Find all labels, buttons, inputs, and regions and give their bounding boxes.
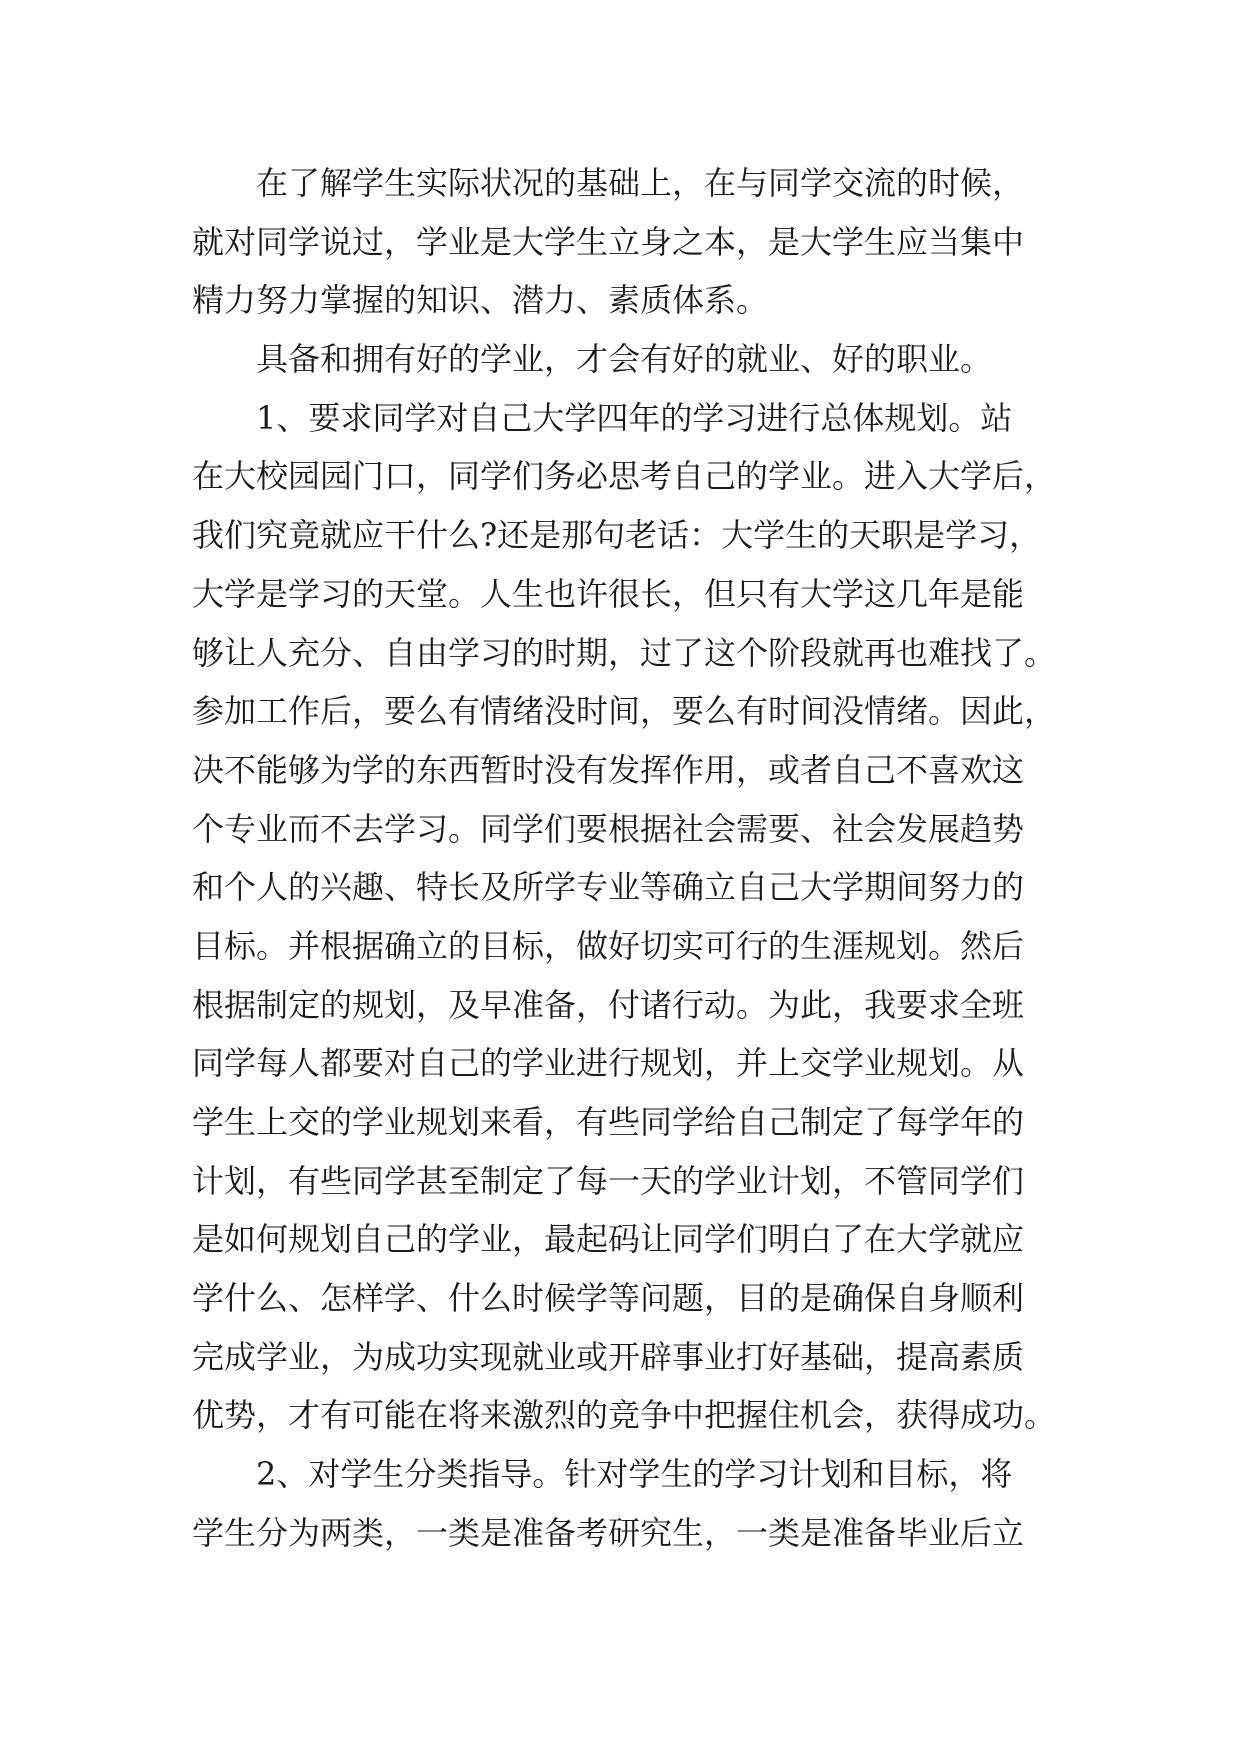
body-text xyxy=(192,154,1062,1563)
text-line: 根据制定的规划，及早准备，付诸行动。为此，我要求全班 xyxy=(192,985,1025,1024)
text-line: 在大校园园门口，同学们务必思考自己的学业。进入大学后， xyxy=(192,457,1057,496)
text-line: 具备和拥有好的学业，才会有好的就业、好的职业。 xyxy=(256,340,993,379)
text-line: 大学是学习的天堂。人生也许很长，但只有大学这几年是能 xyxy=(192,574,1025,613)
text-line: 我们究竟就应干什么?还是那句老话：大学生的天职是学习， xyxy=(192,516,1042,555)
text-line: 个专业而不去学习。同学们要根据社会需要、社会发展趋势 xyxy=(192,809,1025,848)
text-line: 学什么、怎样学、什么时候学等问题，目的是确保自身顺利 xyxy=(192,1279,1025,1318)
text-line: 决不能够为学的东西暂时没有发挥作用，或者自己不喜欢这 xyxy=(192,750,1025,789)
text-line: 目标。并根据确立的目标，做好切实可行的生涯规划。然后 xyxy=(192,926,1025,965)
text-line: 完成学业，为成功实现就业或开辟事业打好基础，提高素质 xyxy=(192,1337,1025,1376)
text-line: 计划，有些同学甚至制定了每一天的学业计划，不管同学们 xyxy=(192,1161,1025,1200)
text-line: 和个人的兴趣、特长及所学专业等确立自己大学期间努力的 xyxy=(192,868,1025,907)
text-line: 在了解学生实际状况的基础上，在与同学交流的时候， xyxy=(256,164,1025,202)
text-line: 优势，才有可能在将来激烈的竞争中把握住机会，获得成功。 xyxy=(192,1396,1057,1435)
text-line: 学生分为两类，一类是准备考研究生，一类是准备毕业后立 xyxy=(192,1513,1025,1552)
text-line: 够让人充分、自由学习的时期，过了这个阶段就再也难找了。 xyxy=(192,633,1057,672)
text-line: 精力努力掌握的知识、潜力、素质体系。 xyxy=(192,281,769,320)
text-line: 学生上交的学业规划来看，有些同学给自己制定了每学年的 xyxy=(192,1103,1025,1141)
text-line: 就对同学说过，学业是大学生立身之本，是大学生应当集中 xyxy=(192,222,1025,261)
text-line: 2、对学生分类指导。针对学生的学习计划和目标，将 xyxy=(256,1455,1013,1494)
text-line: 参加工作后，要么有情绪没时间，要么有时间没情绪。因此， xyxy=(192,692,1057,731)
text-line: 是如何规划自己的学业，最起码让同学们明白了在大学就应 xyxy=(192,1220,1025,1259)
text-line: 同学每人都要对自己的学业进行规划，并上交学业规划。从 xyxy=(192,1044,1025,1083)
text-line: 1、要求同学对自己大学四年的学习进行总体规划。站 xyxy=(256,398,1013,437)
